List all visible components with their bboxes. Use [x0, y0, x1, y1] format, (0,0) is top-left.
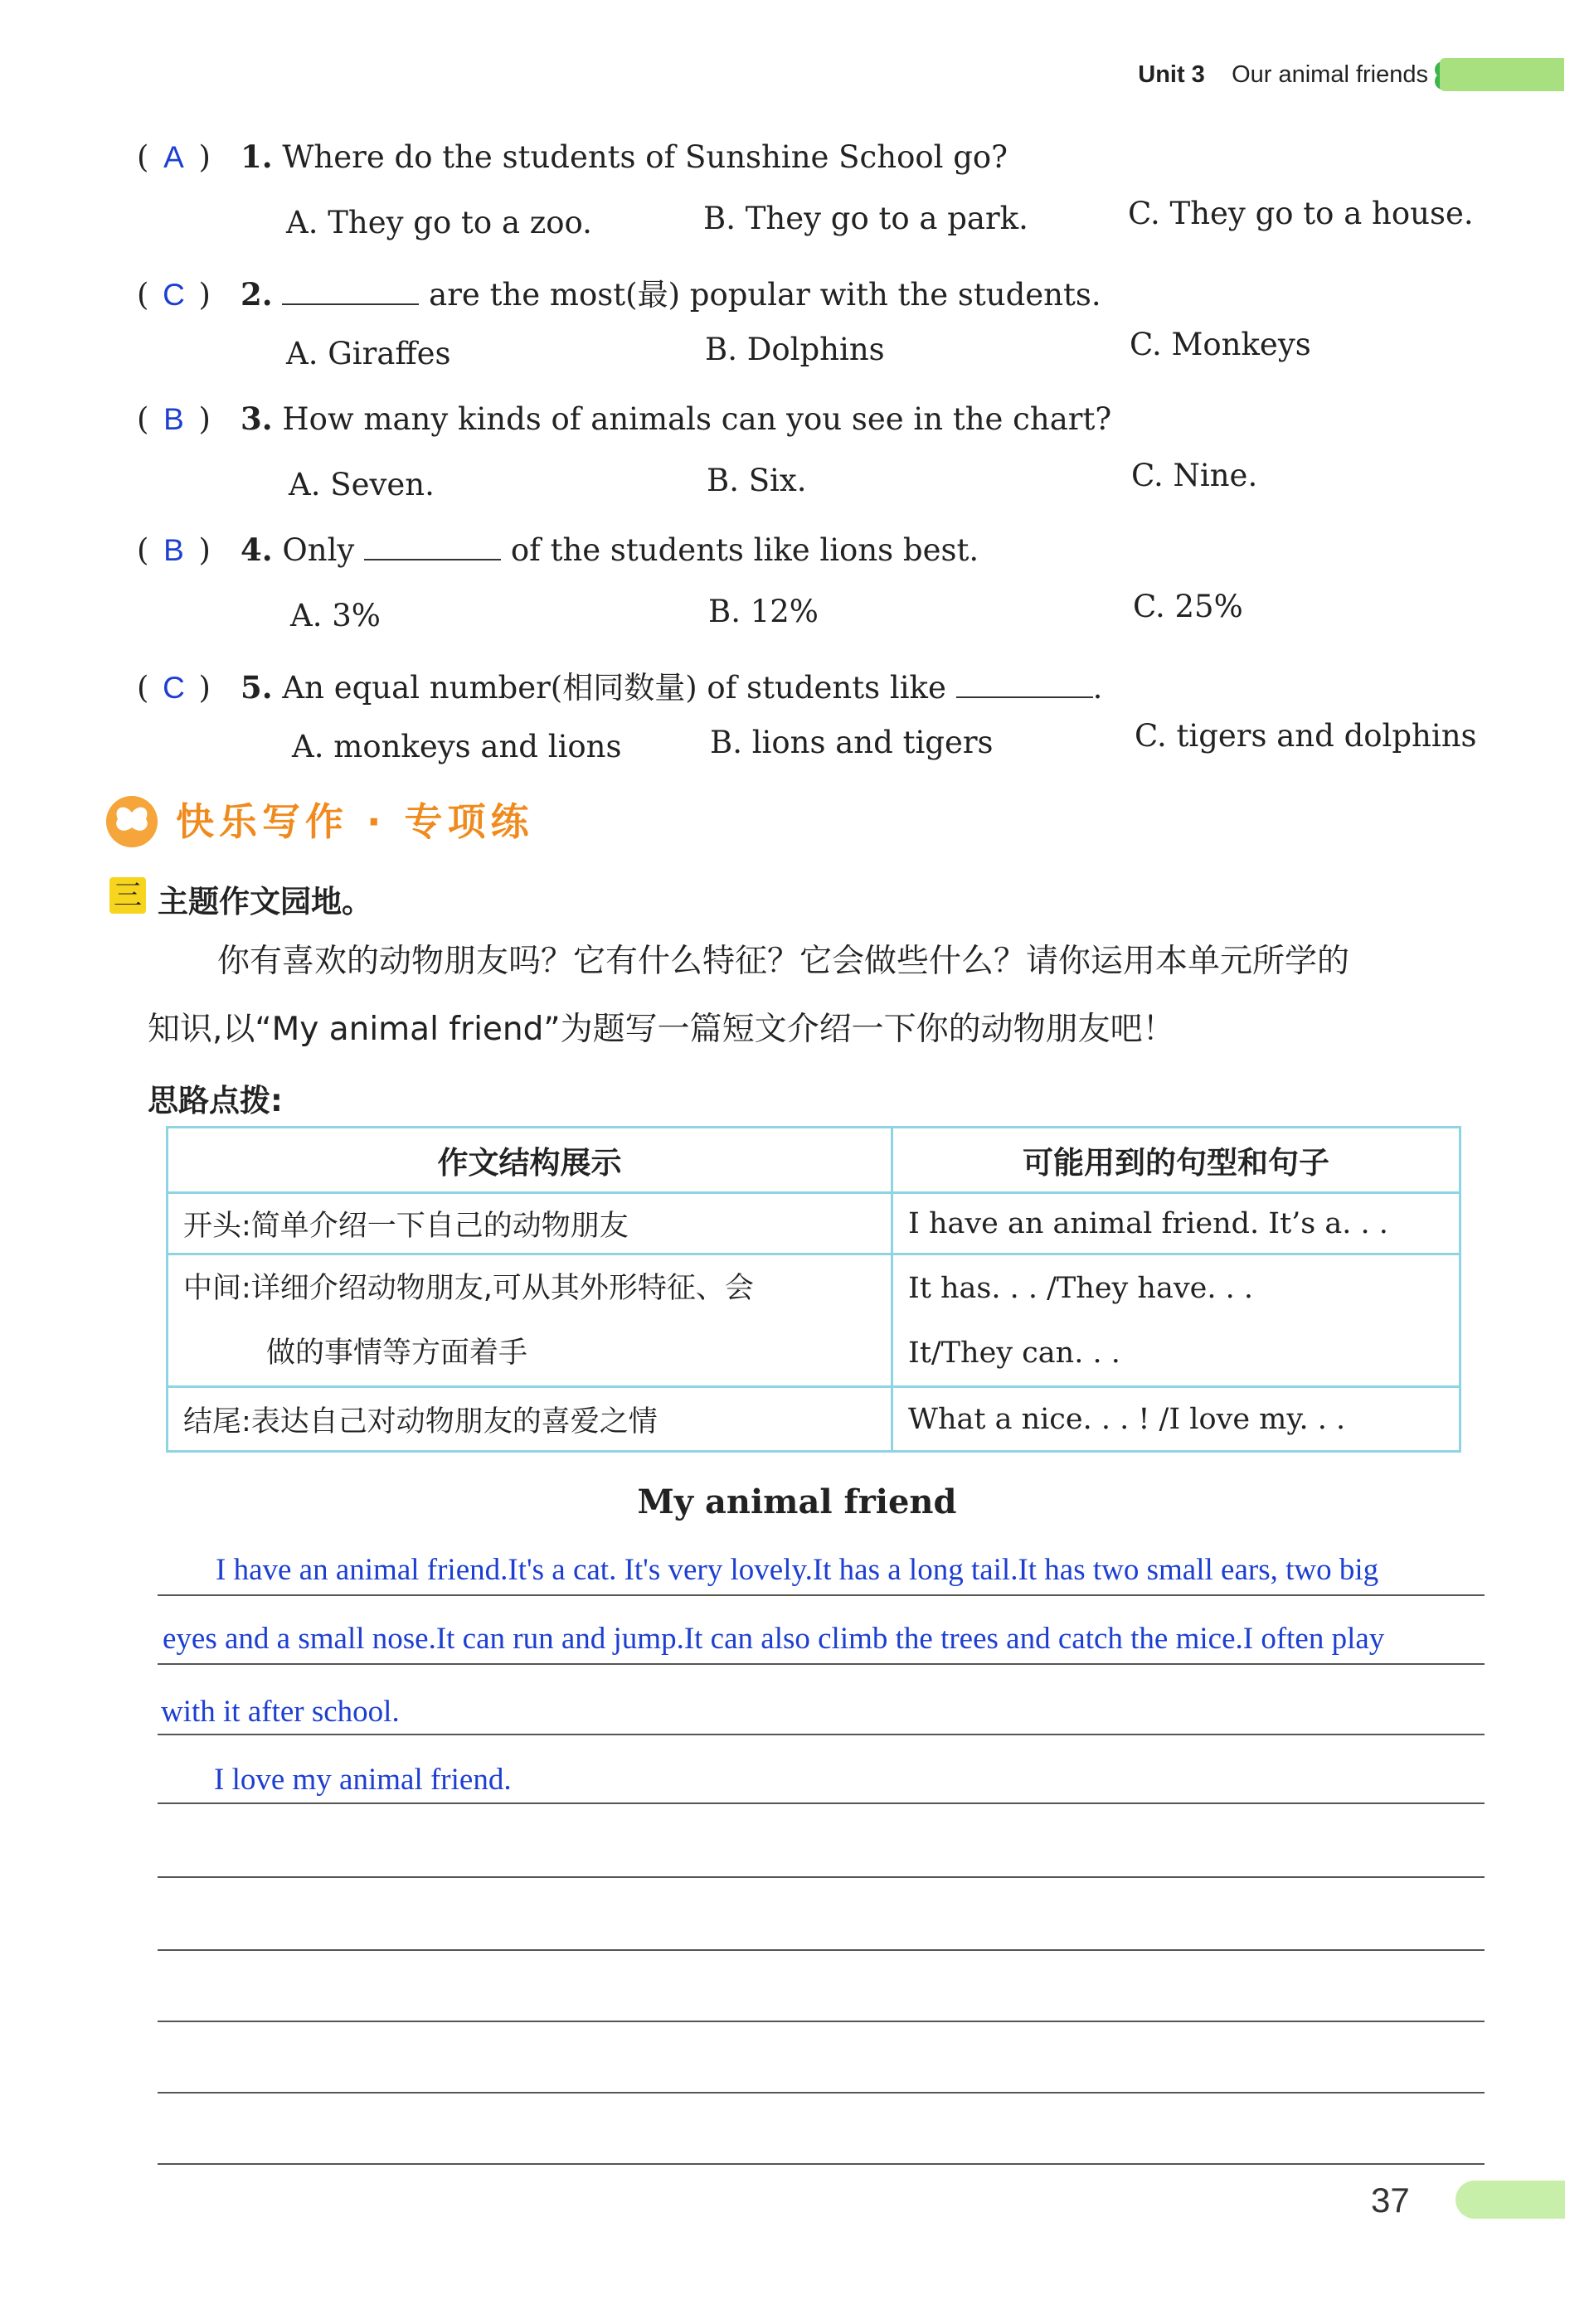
prompt-line-1: 你有喜欢的动物朋友吗？它有什么特征？它会做些什么？请你运用本单元所学的 — [217, 943, 1350, 980]
structure-cell: 开头:简单介绍一下自己的动物朋友 — [168, 1193, 892, 1254]
prompt-line-2: 知识,以“My animal friend”为题写一篇短文介绍一下你的动物朋友吧！ — [148, 1011, 1175, 1048]
writing-line — [158, 2162, 1485, 2165]
essay-line-4: I love my animal friend. — [214, 1763, 512, 1797]
writing-line — [158, 2091, 1485, 2094]
writing-line — [158, 1662, 1485, 1665]
essay-title: My animal friend — [637, 1482, 957, 1521]
answer-4: B — [163, 533, 184, 567]
q2-option-c: C. Monkeys — [1130, 327, 1311, 362]
task-title: 主题作文园地。 — [158, 884, 372, 919]
section-title: 快乐写作 · 专项练 — [176, 799, 534, 844]
unit-label: Unit 3 — [1138, 61, 1205, 88]
q1-option-a: A. They go to a zoo. — [286, 205, 592, 240]
question-4: ( B ) 4. Only of the students like lions best. — [137, 531, 979, 568]
writing-line — [158, 1948, 1485, 1951]
hint-label: 思路点拨: — [148, 1083, 283, 1118]
unit-title: Our animal friends — [1232, 61, 1428, 88]
sentence-cell: What a nice. . . ! /I love my. . . — [892, 1387, 1460, 1452]
page-accent-bar — [1455, 2181, 1565, 2219]
question-2: ( C ) 2. are the most(最) popular with the students. — [137, 276, 1101, 313]
table-row — [168, 1387, 1460, 1452]
answer-2: C — [163, 278, 185, 312]
blank-4 — [364, 534, 501, 560]
q3-option-a: A. Seven. — [289, 467, 435, 502]
writing-line — [158, 2020, 1485, 2022]
answer-5: C — [163, 671, 185, 705]
structure-cell: 中间:详细介绍动物朋友,可从其外形特征、会 做的事情等方面着手 — [168, 1254, 892, 1387]
section-number-badge: 三 — [109, 877, 146, 914]
q3-option-c: C. Nine. — [1131, 458, 1258, 493]
q2-option-b: B. Dolphins — [705, 332, 885, 367]
q1-option-b: B. They go to a park. — [703, 201, 1028, 236]
q4-option-b: B. 12% — [708, 594, 819, 629]
blank-2 — [282, 279, 419, 305]
sentence-cell: It has. . . /They have. . . It/They can. . . — [892, 1254, 1460, 1387]
q4-option-c: C. 25% — [1133, 589, 1243, 624]
q1-option-c: C. They go to a house. — [1128, 196, 1474, 231]
question-3: ( B ) 3. How many kinds of animals can you see in the chart? — [137, 400, 1112, 437]
q5-option-a: A. monkeys and lions — [292, 729, 622, 764]
header-accent-bar — [1440, 58, 1564, 91]
page-number: 37 — [1371, 2181, 1410, 2220]
q5-option-c: C. tigers and dolphins — [1135, 718, 1477, 754]
blank-5 — [956, 672, 1093, 698]
answer-1: A — [163, 140, 184, 174]
essay-line-3: with it after school. — [161, 1695, 400, 1729]
writing-line — [158, 1875, 1485, 1878]
q5-option-b: B. lions and tigers — [710, 725, 994, 760]
q3-option-b: B. Six. — [707, 463, 807, 498]
writing-line — [158, 1802, 1485, 1804]
writing-guide-table — [166, 1126, 1461, 1453]
structure-cell: 结尾:表达自己对动物朋友的喜爱之情 — [168, 1387, 892, 1452]
table-header-sentences: 可能用到的句型和句子 — [892, 1128, 1460, 1193]
q4-option-a: A. 3% — [290, 598, 381, 633]
answer-3: B — [163, 402, 184, 436]
running-header — [1138, 61, 1428, 89]
table-header-structure: 作文结构展示 — [168, 1128, 892, 1193]
table-row — [168, 1193, 1460, 1254]
essay-line-2: eyes and a small nose.It can run and jump.It can also climb the trees and catch the mice.I often play — [163, 1622, 1385, 1656]
essay-line-1: I have an animal friend.It's a cat. It's very lovely.It has a long tail.It has two small ears, two big — [216, 1553, 1379, 1587]
q2-option-a: A. Giraffes — [286, 336, 451, 371]
question-1: ( A ) 1. Where do the students of Sunshine School go? — [137, 138, 1008, 175]
question-5: ( C ) 5. An equal number(相同数量) of students like . — [137, 669, 1103, 706]
table-row — [168, 1254, 1460, 1387]
sentence-cell: I have an animal friend. It’s a. . . — [892, 1193, 1460, 1254]
writing-line — [158, 1733, 1485, 1735]
butterfly-icon — [106, 796, 158, 847]
writing-line — [158, 1594, 1485, 1596]
